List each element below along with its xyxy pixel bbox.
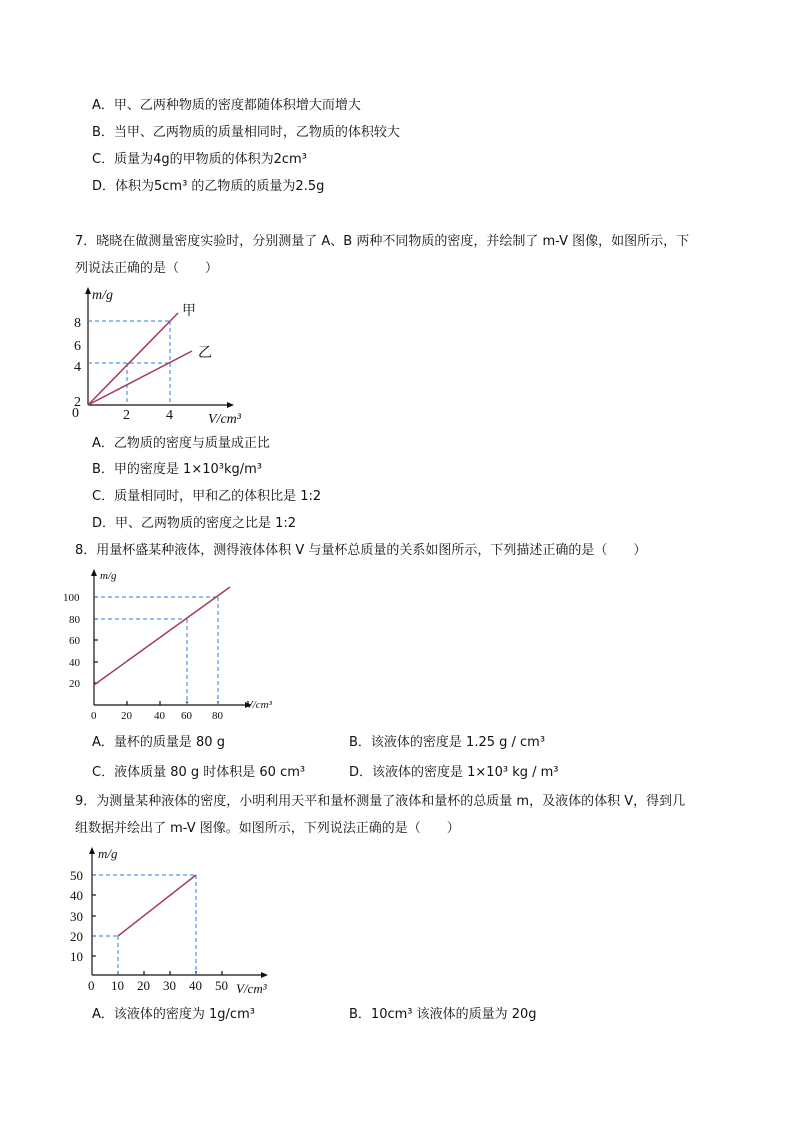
q8-option-c: C．液体质量 80 g 时体积是 60 cm³: [92, 765, 306, 780]
q7-stem-line2: 列说法正确的是（ ）: [75, 261, 219, 276]
q6-option-c: C．质量为4g的甲物质的体积为2cm³: [92, 152, 307, 167]
q8-ytick-60: 60: [69, 635, 80, 647]
q9-xtick-50: 50: [215, 978, 228, 993]
q7-series-jia: 甲: [182, 304, 196, 319]
q7-option-d: D．甲、乙两物质的密度之比是 1:2: [92, 516, 297, 531]
q9-ylabel: m/g: [98, 846, 118, 861]
q7-ytick-2: 2: [74, 395, 81, 410]
q7-x-arrow: [227, 402, 234, 408]
q7-xtick-2: 2: [123, 408, 130, 423]
q8-stem: 8．用量杯盛某种液体，测得液体体积 V 与量杯总质量的关系如图所示，下列描述正确的是（ ）: [75, 543, 647, 558]
q9-option-b: B．10cm³ 该液体的质量为 20g: [349, 1007, 537, 1022]
q8-ytick-40: 40: [69, 657, 80, 669]
q7-ytick-4: 4: [74, 360, 81, 375]
q9-stem-line1: 9．为测量某种液体的密度，小明利用天平和量杯测量了液体和量杯的总质量 m，及液体的体积 V，得到几: [75, 794, 686, 809]
q8-xtick-80: 80: [212, 710, 223, 722]
q8-ylabel: m/g: [100, 570, 117, 582]
q8-line: [94, 587, 230, 685]
q9-xtick-20: 20: [137, 978, 150, 993]
q8-ytick-100: 100: [63, 592, 80, 604]
q8-xtick-40: 40: [154, 710, 165, 722]
q9-stem-line2: 组数据并绘出了 m-V 图像。如图所示，下列说法正确的是（ ）: [75, 821, 460, 836]
q8-xtick-20: 20: [121, 710, 132, 722]
q7-stem-line1: 7．晓晓在做测量密度实验时，分别测量了 A、B 两种不同物质的密度，并绘制了 m-V 图像，如图所示，下: [75, 234, 690, 249]
q9-xtick-0: 0: [88, 978, 95, 993]
q8-xtick-60: 60: [181, 710, 192, 722]
q8-xlabel: V/cm³: [246, 699, 272, 711]
q9-ytick-10: 10: [70, 949, 83, 964]
q8-option-a: A．量杯的质量是 80 g: [92, 735, 225, 750]
q7-xtick-4: 4: [166, 408, 173, 423]
q9-xlabel: V/cm³: [236, 981, 267, 996]
q6-option-b: B．当甲、乙两物质的质量相同时，乙物质的体积较大: [92, 125, 400, 140]
q8-xtick-0: 0: [91, 710, 97, 722]
q9-option-a: A．该液体的密度为 1g/cm³: [92, 1007, 255, 1022]
q7-ytick-6: 6: [74, 339, 81, 354]
q8-ytick-80: 80: [69, 614, 80, 626]
q7-chart: [70, 285, 260, 425]
q9-xtick-40: 40: [189, 978, 202, 993]
q8-option-b: B．该液体的密度是 1.25 g / cm³: [349, 735, 546, 750]
q9-y-arrow: [89, 847, 95, 854]
q9-ytick-30: 30: [70, 909, 83, 924]
q9-line: [118, 875, 196, 936]
q7-ytick-8: 8: [74, 316, 81, 331]
q8-chart: [60, 566, 290, 722]
q8-option-d: D．该液体的密度是 1×10³ kg / m³: [349, 765, 559, 780]
q7-origin: 0: [72, 406, 79, 421]
q9-x-arrow: [261, 972, 268, 978]
q9-ytick-20: 20: [70, 929, 83, 944]
q8-y-arrow: [91, 569, 97, 576]
q7-option-a: A．乙物质的密度与质量成正比: [92, 436, 270, 451]
q7-series-yi: 乙: [198, 346, 212, 361]
q7-y-arrow: [85, 287, 91, 294]
q9-chart: [64, 842, 284, 996]
q7-ylabel: m/g: [92, 288, 113, 303]
q7-option-b: B．甲的密度是 1×10³kg/m³: [92, 462, 263, 477]
q6-option-a: A．甲、乙两种物质的密度都随体积增大而增大: [92, 98, 361, 113]
q9-ytick-50: 50: [70, 868, 83, 883]
q8-ytick-20: 20: [69, 678, 80, 690]
q6-option-d: D．体积为5cm³ 的乙物质的质量为2.5g: [92, 179, 325, 194]
q9-xtick-30: 30: [163, 978, 176, 993]
q7-option-c: C．质量相同时，甲和乙的体积比是 1:2: [92, 489, 322, 504]
q9-xtick-10: 10: [111, 978, 124, 993]
q9-ytick-40: 40: [70, 888, 83, 903]
q7-line-yi: [88, 351, 192, 405]
q7-line-jia: [88, 313, 178, 405]
q7-xlabel: V/cm³: [208, 412, 241, 427]
